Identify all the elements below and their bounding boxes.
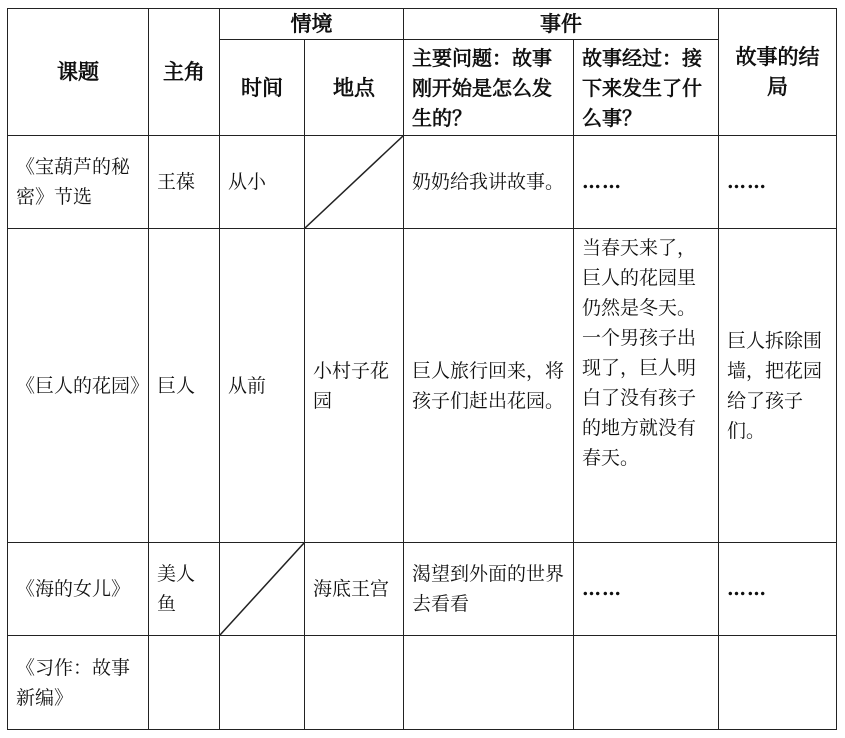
cell-ending: 巨人拆除围墙，把花园给了孩子们。 <box>719 229 837 543</box>
cell-process <box>574 636 719 730</box>
diagonal-slash <box>305 136 403 228</box>
cell-time: 从小 <box>220 136 305 229</box>
cell-main-problem <box>404 636 574 730</box>
cell-time-empty <box>220 543 305 636</box>
cell-title: 《海的女儿》 <box>8 543 149 636</box>
header-setting: 情境 <box>220 9 404 40</box>
cell-title: 《巨人的花园》 <box>8 229 149 543</box>
table-row <box>8 636 837 730</box>
cell-main-problem: 奶奶给我讲故事。 <box>404 136 574 229</box>
header-place: 地点 <box>305 40 404 136</box>
cell-title: 《宝葫芦的秘密》节选 <box>8 136 149 229</box>
cell-protagonist: 王葆 <box>149 136 220 229</box>
cell-place-empty <box>305 136 404 229</box>
header-title: 课题 <box>8 9 149 136</box>
cell-protagonist <box>149 636 220 730</box>
cell-process: 当春天来了，巨人的花园里仍然是冬天。一个男孩子出现了，巨人明白了没有孩子的地方就没有春天。 <box>574 229 719 543</box>
diagonal-slash <box>220 543 304 635</box>
cell-protagonist: 巨人 <box>149 229 220 543</box>
table-row <box>8 229 837 543</box>
story-elements-table <box>7 8 837 730</box>
cell-protagonist: 美人鱼 <box>149 543 220 636</box>
header-ending: 故事的结局 <box>719 9 837 136</box>
cell-title: 《习作：故事新编》 <box>8 636 149 730</box>
cell-time: 从前 <box>220 229 305 543</box>
cell-process: …… <box>574 543 719 636</box>
table-row <box>8 136 837 229</box>
cell-main-problem: 渴望到外面的世界去看看 <box>404 543 574 636</box>
cell-time <box>220 636 305 730</box>
cell-main-problem: 巨人旅行回来，将孩子们赶出花园。 <box>404 229 574 543</box>
header-protagonist: 主角 <box>149 9 220 136</box>
cell-place: 小村子花园 <box>305 229 404 543</box>
cell-place: 海底王宫 <box>305 543 404 636</box>
header-events: 事件 <box>404 9 719 40</box>
cell-ending: …… <box>719 136 837 229</box>
cell-process: …… <box>574 136 719 229</box>
cell-ending: …… <box>719 543 837 636</box>
cell-place <box>305 636 404 730</box>
header-time: 时间 <box>220 40 305 136</box>
cell-ending <box>719 636 837 730</box>
header-main-problem: 主要问题：故事刚开始是怎么发生的？ <box>404 40 574 136</box>
header-process: 故事经过：接下来发生了什么事？ <box>574 40 719 136</box>
table-row <box>8 543 837 636</box>
header-row-1 <box>8 9 837 40</box>
